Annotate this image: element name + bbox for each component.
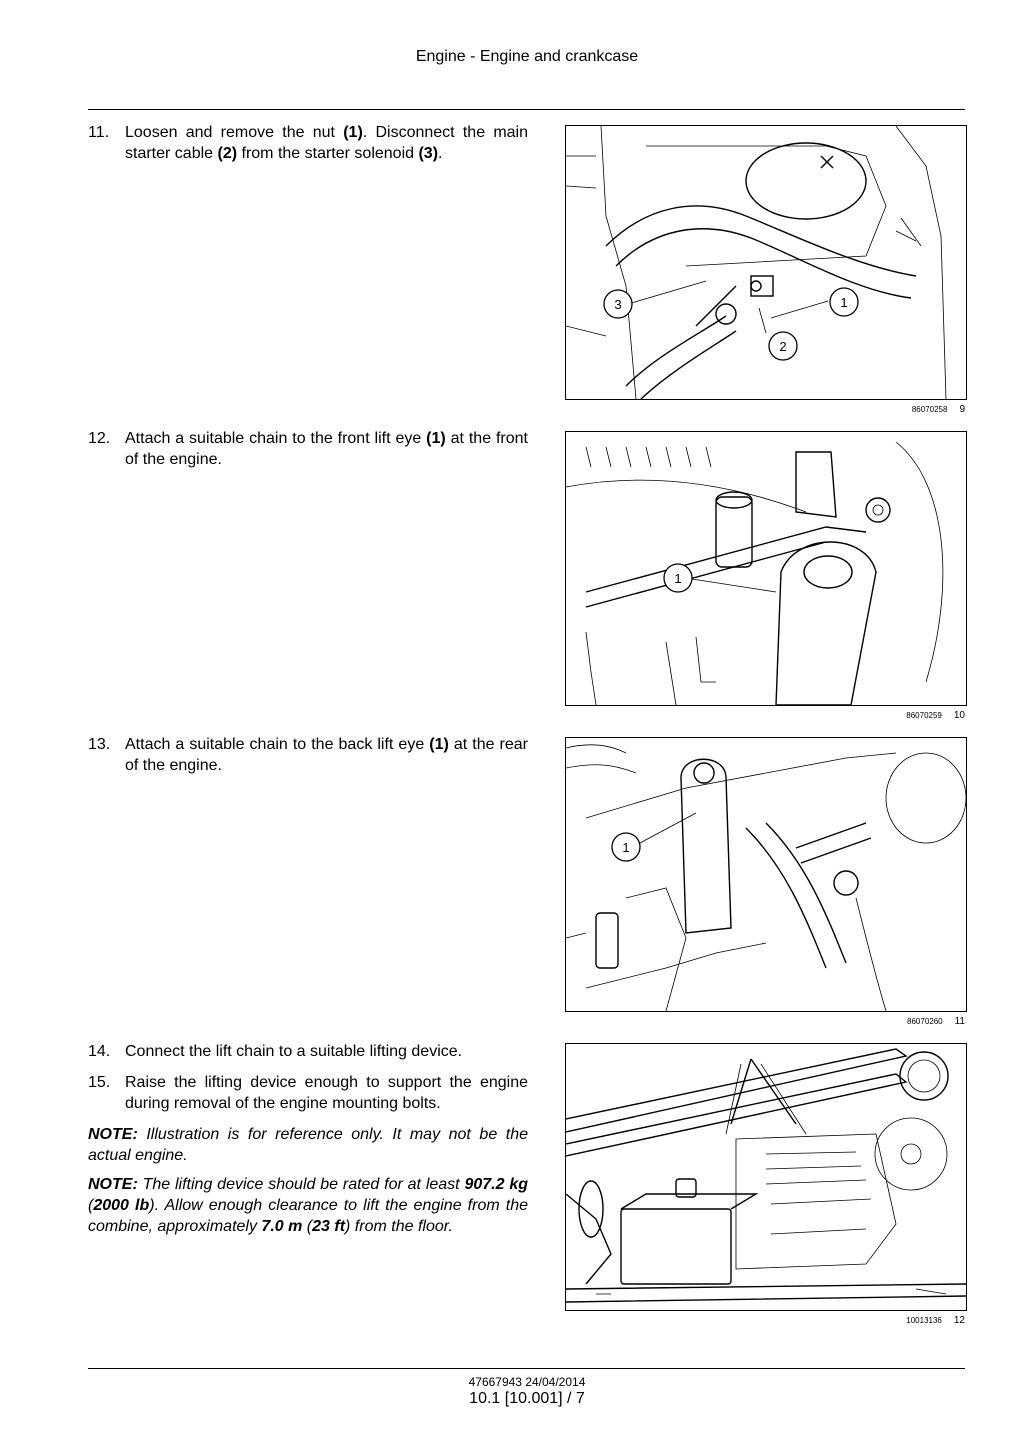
callout-1	[612, 833, 640, 861]
front-lift-eye-illustration	[566, 432, 966, 705]
step-number: 13.	[88, 736, 111, 753]
step-text: Loosen and remove the nut (1). Disconnect the main starter cable (2) from the starter solenoid (3).	[125, 124, 529, 162]
svg-text:1: 1	[674, 571, 682, 586]
step-number: 14.	[88, 1043, 111, 1060]
figure-front-lift-eye	[565, 431, 967, 706]
footer-page-number: 10.1 [10.001] / 7	[469, 1390, 585, 1407]
callout-2	[769, 332, 797, 360]
step-11	[88, 122, 528, 164]
engine-lifting-illustration	[566, 1044, 966, 1310]
svg-text:2: 2	[779, 339, 787, 354]
figure-back-lift-eye	[565, 737, 967, 1012]
callout-1	[830, 288, 858, 316]
figure-caption: 86070259 10	[906, 710, 965, 721]
header-rule	[88, 109, 965, 110]
step-number: 12.	[88, 430, 111, 447]
step-14	[88, 1041, 528, 1062]
note-illustration: NOTE: Illustration is for reference only. It may not be the actual engine.	[88, 1126, 528, 1164]
figure-caption: 10013136 12	[906, 1315, 965, 1326]
step-12	[88, 428, 528, 470]
step-text: Attach a suitable chain to the back lift eye (1) at the rear of the engine.	[125, 736, 529, 774]
callout-3	[604, 290, 632, 318]
svg-text:3: 3	[614, 297, 622, 312]
figure-caption: 86070260 11	[907, 1016, 965, 1027]
back-lift-eye-illustration	[566, 738, 966, 1011]
starter-illustration	[566, 126, 966, 399]
footer-rule	[88, 1368, 965, 1369]
svg-text:1: 1	[622, 840, 630, 855]
step-text: Raise the lifting device enough to support the engine during removal of the engine mounting bolts.	[125, 1074, 528, 1112]
callout-1	[664, 564, 692, 592]
step-13	[88, 734, 528, 776]
step-number: 15.	[88, 1074, 111, 1091]
figure-starter-solenoid	[565, 125, 967, 400]
note-lifting-device: NOTE: The lifting device should be rated for at least 907.2 kg (2000 lb). Allow enough clearance to lift the engine from the combine, approximately 7.0 m (23 ft) from the floor.	[88, 1176, 529, 1235]
step-text: Attach a suitable chain to the front lift eye (1) at the front of the engine.	[125, 430, 528, 468]
figure-engine-lifting	[565, 1043, 967, 1311]
step-text: Connect the lift chain to a suitable lifting device.	[125, 1043, 463, 1060]
figure-caption: 86070258 9	[911, 404, 965, 415]
svg-text:1: 1	[840, 295, 848, 310]
footer-doc-ref: 47667943 24/04/2014	[468, 1375, 586, 1389]
step-15	[88, 1072, 528, 1114]
step-number: 11.	[88, 124, 110, 141]
page-header-title: Engine - Engine and crankcase	[415, 48, 639, 65]
